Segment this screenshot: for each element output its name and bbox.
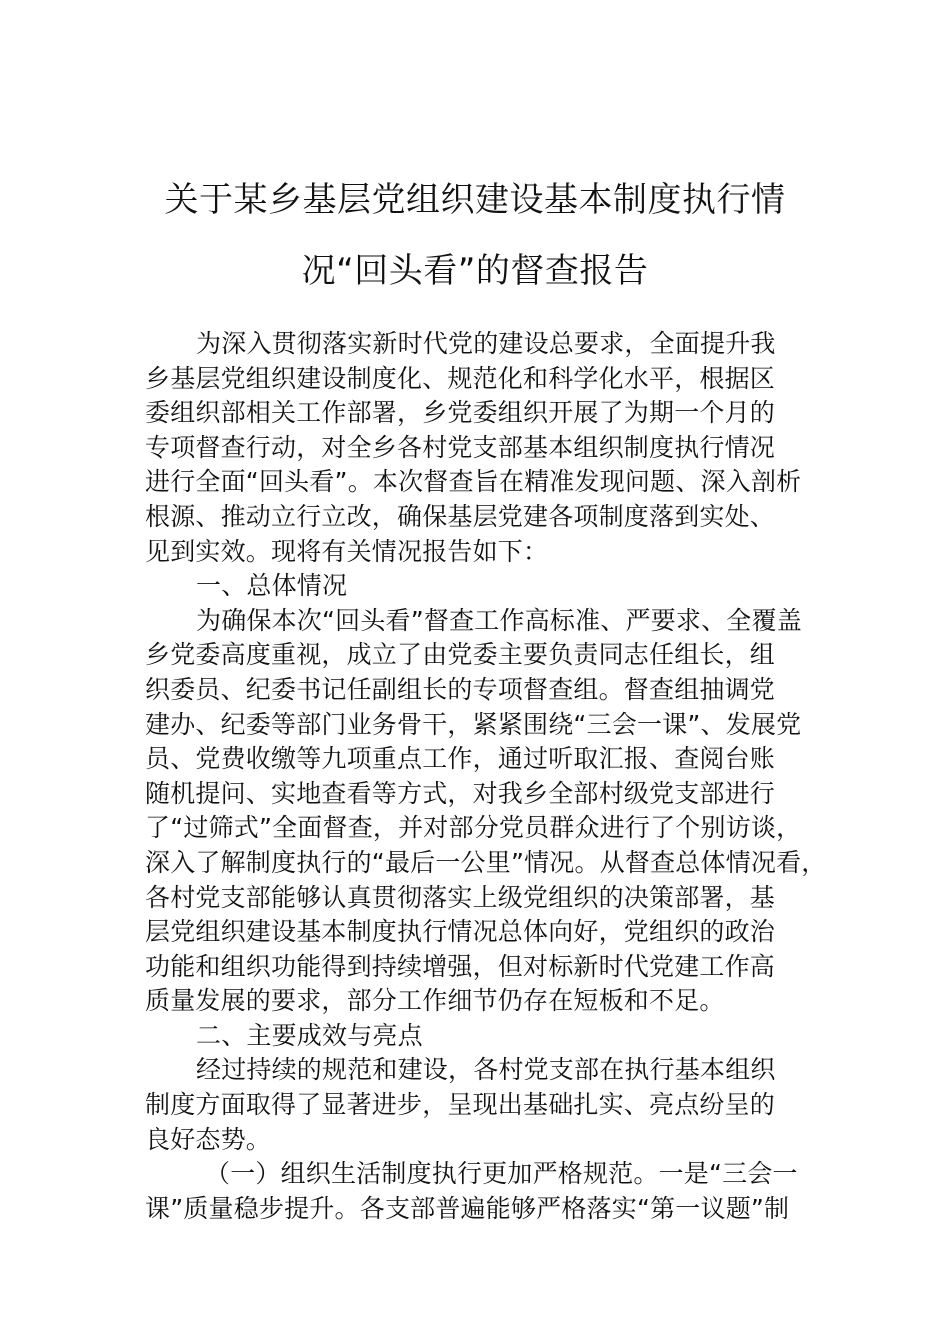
title-line: 关于某乡基层党组织建设基本制度执行情 bbox=[164, 180, 786, 220]
body-text-line: 深入了解制度执行的“最后一公里”情况。从督查总体情况看， bbox=[145, 847, 827, 877]
body-text-line: 经过持续的规范和建设，各村党支部在执行基本组织 bbox=[196, 1055, 776, 1085]
document-body bbox=[145, 327, 827, 1226]
document-title bbox=[0, 165, 950, 307]
body-text-line: 员、党费收缴等九项重点工作，通过听取汇报、查阅台账 bbox=[145, 744, 776, 774]
body-text-line: 了“过筛式”全面督查，并对部分党员群众进行了个别访谈， bbox=[145, 813, 802, 843]
body-text-line: 各村党支部能够认真贯彻落实上级党组织的决策部署，基 bbox=[145, 882, 776, 912]
body-text-line: 建办、纪委等部门业务骨干，紧紧围绕“三会一课”、发展党 bbox=[145, 709, 802, 739]
body-text-line: 见到实效。现将有关情况报告如下： bbox=[145, 536, 549, 566]
body-text-line: 课”质量稳步提升。各支部普遍能够严格落实“第一议题”制 bbox=[145, 1193, 790, 1223]
body-text-line: 为深入贯彻落实新时代党的建设总要求，全面提升我 bbox=[196, 329, 776, 358]
body-text-line: 良好态势。 bbox=[145, 1124, 272, 1154]
body-text-line: 乡基层党组织建设制度化、规范化和科学化水平，根据区 bbox=[145, 363, 776, 393]
body-text-line: 专项督查行动，对全乡各村党支部基本组织制度执行情况 bbox=[145, 432, 776, 462]
section-heading: 二、主要成效与亮点 bbox=[196, 1020, 423, 1050]
title-line: 况“回头看”的督查报告 bbox=[301, 251, 649, 291]
body-text-line: 层党组织建设基本制度执行情况总体向好，党组织的政治 bbox=[145, 917, 776, 947]
body-text-line: 进行全面“回头看”。本次督查旨在精准发现问题、深入剖析 bbox=[145, 467, 802, 497]
body-text-line: 功能和组织功能得到持续增强，但对标新时代党建工作高 bbox=[145, 951, 776, 981]
body-text-line: 委组织部相关工作部署，乡党委组织开展了为期一个月的 bbox=[145, 398, 776, 428]
section-heading: 一、总体情况 bbox=[196, 571, 348, 601]
subsection-heading-line: （一）组织生活制度执行更加严格规范。一是“三会一 bbox=[205, 1159, 798, 1189]
body-text-line: 制度方面取得了显著进步，呈现出基础扎实、亮点纷呈的 bbox=[145, 1090, 776, 1120]
body-text-line: 根源、推动立行立改，确保基层党建各项制度落到实处、 bbox=[145, 501, 776, 531]
body-text-line: 为确保本次“回头看”督查工作高标准、严要求、全覆盖 bbox=[196, 605, 802, 635]
body-text-line: 织委员、纪委书记任副组长的专项督查组。督查组抽调党 bbox=[145, 674, 776, 704]
body-text-line: 随机提问、实地查看等方式，对我乡全部村级党支部进行 bbox=[145, 778, 776, 808]
body-text-line: 质量发展的要求，部分工作细节仍存在短板和不足。 bbox=[145, 986, 725, 1016]
body-text-line: 乡党委高度重视，成立了由党委主要负责同志任组长，组 bbox=[145, 640, 776, 670]
